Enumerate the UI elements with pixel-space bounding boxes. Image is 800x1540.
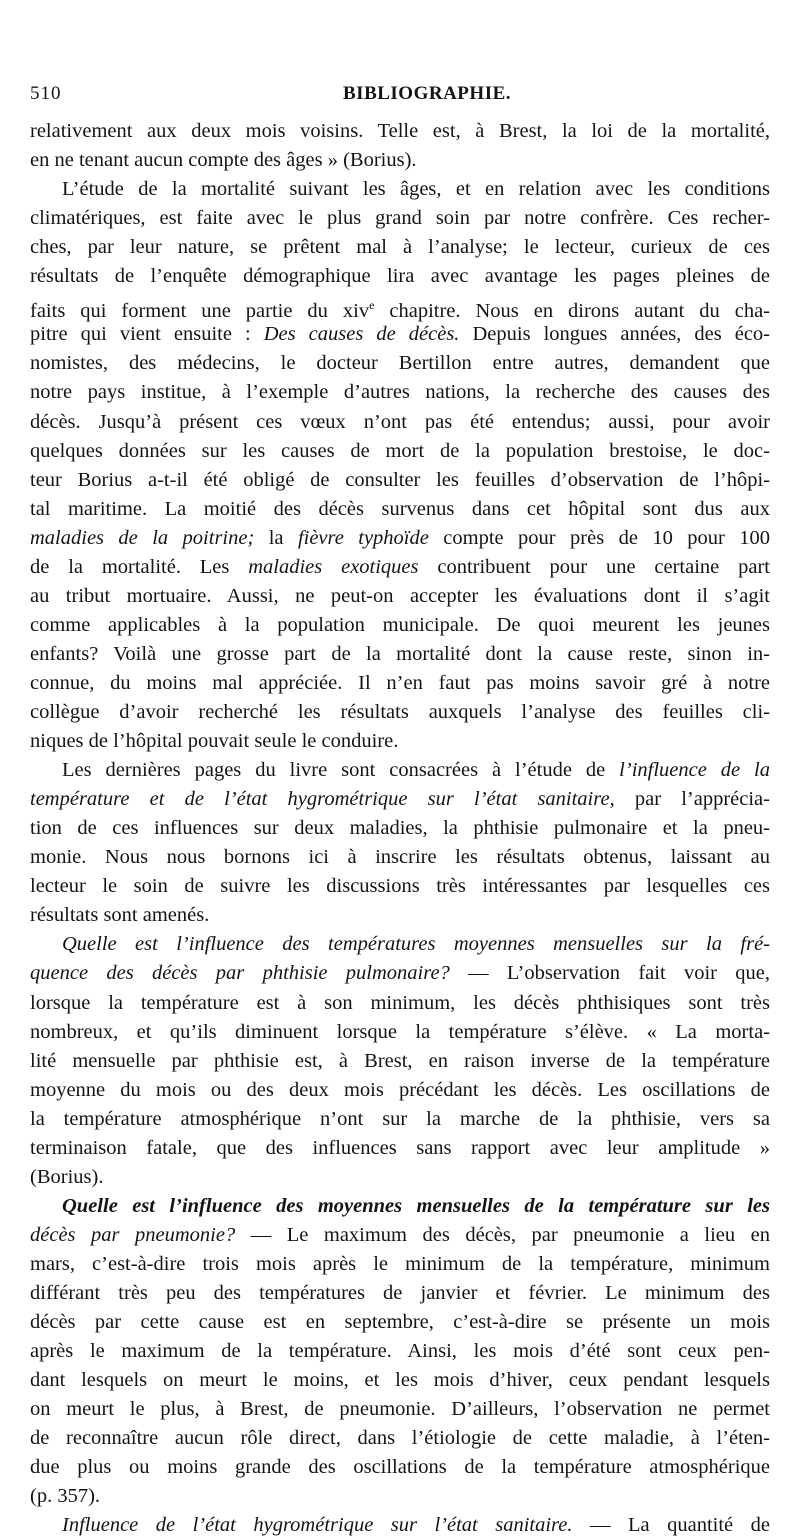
text-segment: lité mensuelle par phthisie est, à Brest, en raison inverse de la température: [30, 1049, 770, 1072]
text-line: [30, 1452, 770, 1482]
text-line: [30, 465, 770, 495]
text-segment: compte pour près de 10 pour 100: [428, 526, 771, 549]
text-segment: (Borius).: [30, 1165, 104, 1188]
text-segment: en ne tenant aucun compte des âges » (Borius).: [30, 149, 417, 172]
text-segment: tion de ces influences sur deux maladies, la phthisie pulmonaire et la pneu-: [30, 817, 770, 840]
text-line: [30, 813, 770, 843]
text-line: [30, 1046, 770, 1076]
text-segment: tal maritime. La moitié des décès survenus dans cet hôpital sont dus aux: [30, 497, 770, 520]
text-line: [30, 842, 770, 872]
text-line: [30, 639, 770, 669]
text-line: [30, 668, 770, 698]
text-line: [30, 1249, 770, 1279]
page-header: [30, 83, 770, 109]
text-segment: relativement aux deux mois voisins. Telle est, à Brest, la loi de la mortalité,: [30, 120, 770, 142]
italic-text: Des causes de décès.: [263, 323, 460, 346]
text-segment: Depuis longues années, des éco-: [459, 323, 770, 346]
text-segment: quelques données sur les causes de mort de la population brestoise, le doc-: [30, 439, 770, 462]
italic-text: l’influence de la: [619, 759, 770, 782]
text-segment: teur Borius a-t-il été obligé de consulter les feuilles d’observation de l’hôpi-: [30, 468, 770, 491]
text-line: [30, 523, 770, 553]
running-head: BIBLIOGRAPHIE.: [343, 83, 512, 104]
text-segment: comme applicables à la population municipale. De quoi meurent les jeunes: [30, 613, 770, 636]
text-segment: climatériques, est faite avec le plus grand soin par notre confrère. Ces recher-: [30, 207, 770, 230]
text-line: [30, 261, 770, 291]
text-line: [30, 436, 770, 466]
text-line: [30, 407, 770, 437]
text-segment: la: [254, 526, 298, 549]
text-segment: terminaison fatale, que des influences sans rapport avec leur amplitude »: [30, 1136, 770, 1159]
text-line: [30, 290, 771, 323]
text-line: [30, 581, 770, 611]
text-line: [30, 1104, 770, 1134]
text-segment: contribuent pour une certaine part: [418, 555, 770, 578]
text-line: [30, 1133, 770, 1163]
text-segment: décès par cette cause est en septembre, c’est-à-dire se présente un mois: [30, 1311, 770, 1334]
text-segment: résultats de l’enquête démographique lira avec avantage les pages pleines de: [30, 265, 770, 288]
text-line: [30, 1075, 770, 1105]
text-line: [30, 319, 770, 349]
text-segment: dant lesquels on meurt le moins, et les mois d’hiver, ceux pendant lesquels: [30, 1369, 770, 1392]
text-segment: après le maximum de la température. Ainsi, les mois d’été sont ceux pen-: [30, 1340, 770, 1363]
text-line: [30, 1278, 770, 1308]
text-segment: chapitre. Nous en dirons autant du cha-: [374, 300, 771, 323]
text-segment: — L’observation fait voir que,: [449, 962, 770, 985]
italic-text: Influence de l’état hygrométrique sur l’état sanitaire.: [62, 1514, 573, 1537]
text-segment: on meurt le plus, à Brest, de pneumonie. D’ailleurs, l’observation ne permet: [30, 1398, 770, 1421]
text-line: [30, 1017, 770, 1047]
italic-text: maladies exotiques: [248, 555, 419, 578]
text-segment: différant très peu des températures de janvier et février. Le minimum des: [30, 1282, 770, 1304]
italic-text: décès par pneumonie?: [30, 1223, 236, 1246]
text-line: [30, 1394, 770, 1424]
text-line: [30, 958, 770, 988]
text-line: [30, 610, 770, 640]
text-line: [30, 1307, 770, 1337]
text-segment: — La quantité de: [572, 1514, 770, 1537]
paragraph-first-line: [62, 174, 770, 204]
text-line: [30, 203, 770, 233]
text-line: [30, 552, 770, 582]
italic-text: quence des décès par phthisie pulmonaire?: [30, 962, 450, 985]
text-segment: L’étude de la mortalité suivant les âges, et en relation avec les conditions: [62, 178, 770, 201]
text-segment: collègue d’avoir recherché les résultats auxquels l’analyse des feuilles cli-: [30, 701, 770, 723]
text-segment: Les dernières pages du livre sont consacrées à l’étude de: [62, 759, 620, 782]
text-line: [30, 377, 770, 407]
italic-text: Quelle est l’influence des températures moyennes mensuelles sur la fré-: [62, 933, 770, 956]
text-segment: ches, par leur nature, se prêtent mal à l’analyse; le lecteur, curieux de ces: [30, 236, 770, 259]
text-segment: de reconnaître aucun rôle direct, dans l’étiologie de cette maladie, à l’éten-: [30, 1427, 770, 1450]
text-segment: pitre qui vient ensuite :: [30, 323, 264, 346]
text-segment: mars, c’est-à-dire trois mois après le minimum de la température, minimum: [30, 1252, 770, 1275]
text-segment: lorsque la température est à son minimum, les décès phthisiques sont très: [30, 991, 770, 1014]
text-segment: (p. 357).: [30, 1485, 101, 1508]
text-segment: de la mortalité. Les: [30, 555, 249, 578]
text-segment: due plus ou moins grande des oscillations de la température atmosphérique: [30, 1456, 770, 1479]
text-line: [30, 1162, 770, 1192]
text-segment: résultats sont amenés.: [30, 904, 210, 927]
text-line: [30, 988, 770, 1018]
text-segment: nomistes, des médecins, le docteur Bertillon entre autres, demandent que: [30, 352, 770, 375]
text-line: [30, 494, 770, 524]
paragraph-first-line: [62, 755, 770, 785]
text-line: [30, 116, 770, 146]
italic-text: température et de l’état hygrométrique sur l’état sanitaire,: [30, 788, 615, 811]
paragraph-first-line: [62, 929, 770, 959]
text-segment: par l’apprécia-: [614, 788, 770, 811]
text-segment: moyenne du mois ou des deux mois précédant les décès. Les oscillations de: [30, 1078, 770, 1101]
text-line: [30, 1365, 770, 1395]
text-line: [30, 784, 770, 814]
text-segment: monie. Nous nous bornons ici à inscrire les résultats obtenus, laissant au: [30, 846, 770, 869]
text-line: [30, 348, 770, 378]
paragraph-first-line: [62, 1510, 770, 1540]
text-segment: lecteur le soin de suivre les discussions très intéressantes par lesquelles ces: [30, 875, 770, 898]
text-segment: faits qui forment une partie du xiv: [30, 300, 370, 323]
text-line: [30, 232, 770, 262]
text-segment: niques de l’hôpital pouvait seule le conduire.: [30, 730, 399, 753]
text-segment: connue, du moins mal appréciée. Il n’en faut pas moins savoir gré à notre: [30, 671, 770, 694]
page-number: 510: [30, 83, 62, 104]
text-segment: nombreux, et qu’ils diminuent lorsque la température s’élève. « La morta-: [30, 1020, 770, 1043]
text-line: [30, 726, 770, 756]
text-segment: décès. Jusqu’à présent ces vœux n’ont pas été entendus; aussi, pour avoir: [30, 410, 770, 433]
superscript: e: [369, 298, 375, 313]
text-segment: notre pays institue, à l’exemple d’autres nations, la recherche des causes des: [30, 381, 770, 404]
text-line: [30, 145, 770, 175]
text-line: [30, 1423, 770, 1453]
text-segment: la température atmosphérique n’ont sur la marche de la phthisie, vers sa: [30, 1107, 770, 1130]
text-line: [30, 1220, 770, 1250]
text-line: [30, 697, 770, 727]
paragraph-first-line: [62, 1191, 770, 1221]
italic-text: fièvre typhoïde: [297, 526, 429, 549]
text-segment: au tribut mortuaire. Aussi, ne peut-on accepter les évaluations dont il s’agit: [30, 584, 770, 607]
text-segment: — Le maximum des décès, par pneumonie a lieu en: [235, 1223, 770, 1246]
text-line: [30, 1481, 770, 1511]
text-line: [30, 1336, 770, 1366]
text-line: [30, 871, 770, 901]
text-segment: enfants? Voilà une grosse part de la mortalité dont la cause reste, sinon in-: [30, 642, 770, 665]
italic-text: Quelle est l’influence des moyennes mensuelles de la température sur les: [62, 1194, 770, 1217]
italic-text: maladies de la poitrine;: [30, 526, 255, 549]
text-line: [30, 900, 770, 930]
